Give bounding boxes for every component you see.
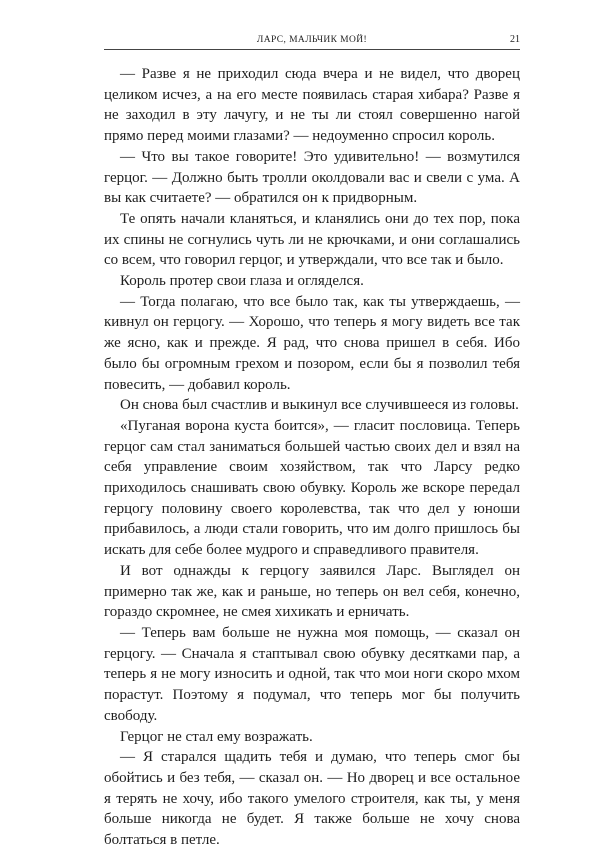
- paragraph: — Разве я не приходил сюда вчера и не видел, что дворец целиком исчез, а на его месте появилась старая хибара? Разве я не заходил в эту лачугу, и не ты ли стоял совершенно нагой прямо перед моими глазами? — недоуменно спросил король.: [104, 66, 520, 145]
- body-text: [104, 64, 520, 851]
- paragraph: Герцог не стал ему возражать.: [120, 728, 313, 745]
- running-header: [104, 33, 520, 51]
- page-number: 21: [510, 34, 520, 45]
- paragraph: Король протер свои глаза и огляделся.: [120, 273, 364, 290]
- paragraph: Те опять начали кланяться, и кланялись они до тех пор, пока их спины не согнулись чуть ли не крючками, и они соглашались со всем, что говорил герцог, и утверждали, что все так и было.: [104, 210, 520, 269]
- paragraph: «Пуганая ворона куста боится», — гласит пословица. Теперь герцог сам стал заниматься большей частью своих дел и взял на себя управление своим хозяйством, так что Ларсу редко приходилось снашивать свою обувку. Король же вскоре передал герцогу половину своего королевства, так что дел у юноши прибавилось, а люди стали говорить, что им долго пришлось бы искать для себе более мудрого и справедливого правителя.: [104, 417, 520, 559]
- header-rule: [104, 49, 520, 50]
- paragraph: — Что вы такое говорите! Это удивительно! — возмутился герцог. — Должно быть тролли околдовали вас и свели с ума. А вы как считаете? — обратился он к придворным.: [104, 148, 520, 207]
- paragraph: Он снова был счастлив и выкинул все случившееся из головы.: [120, 397, 519, 414]
- paragraph: — Теперь вам больше не нужна моя помощь, — сказал он герцогу. — Сначала я стаптывал свою обувку десятками пар, а теперь я не могу износить и одной, так что мои ноги скоро мхом порастут. Поэтому я подумал, что теперь мог бы получить свободу.: [104, 624, 520, 724]
- running-title: ЛАРС, МАЛЬЧИК МОЙ!: [256, 35, 368, 45]
- paragraph: И вот однажды к герцогу заявился Ларс. Выглядел он примерно так же, как и раньше, но теперь он вел себя, конечно, гораздо скромнее, не смея хихикать и ерничать.: [104, 562, 520, 621]
- paragraph: — Я старался щадить тебя и думаю, что теперь смог бы обойтись и без тебя, — сказал он. — Но дворец и все остальное я терять не хочу, ибо такого умелого строителя, как ты, у меня больше никогда не будет. Я также больше не хочу снова болтаться в петле.: [104, 749, 520, 849]
- paragraph: — Тогда полагаю, что все было так, как ты утверждаешь, — кивнул он герцогу. — Хорошо, что теперь я могу видеть все так же ясно, как и прежде. Я рад, что снова пришел в себя. Ибо было бы огромным грехом и позором, если бы я позволил тебя повесить, — добавил король.: [104, 293, 520, 393]
